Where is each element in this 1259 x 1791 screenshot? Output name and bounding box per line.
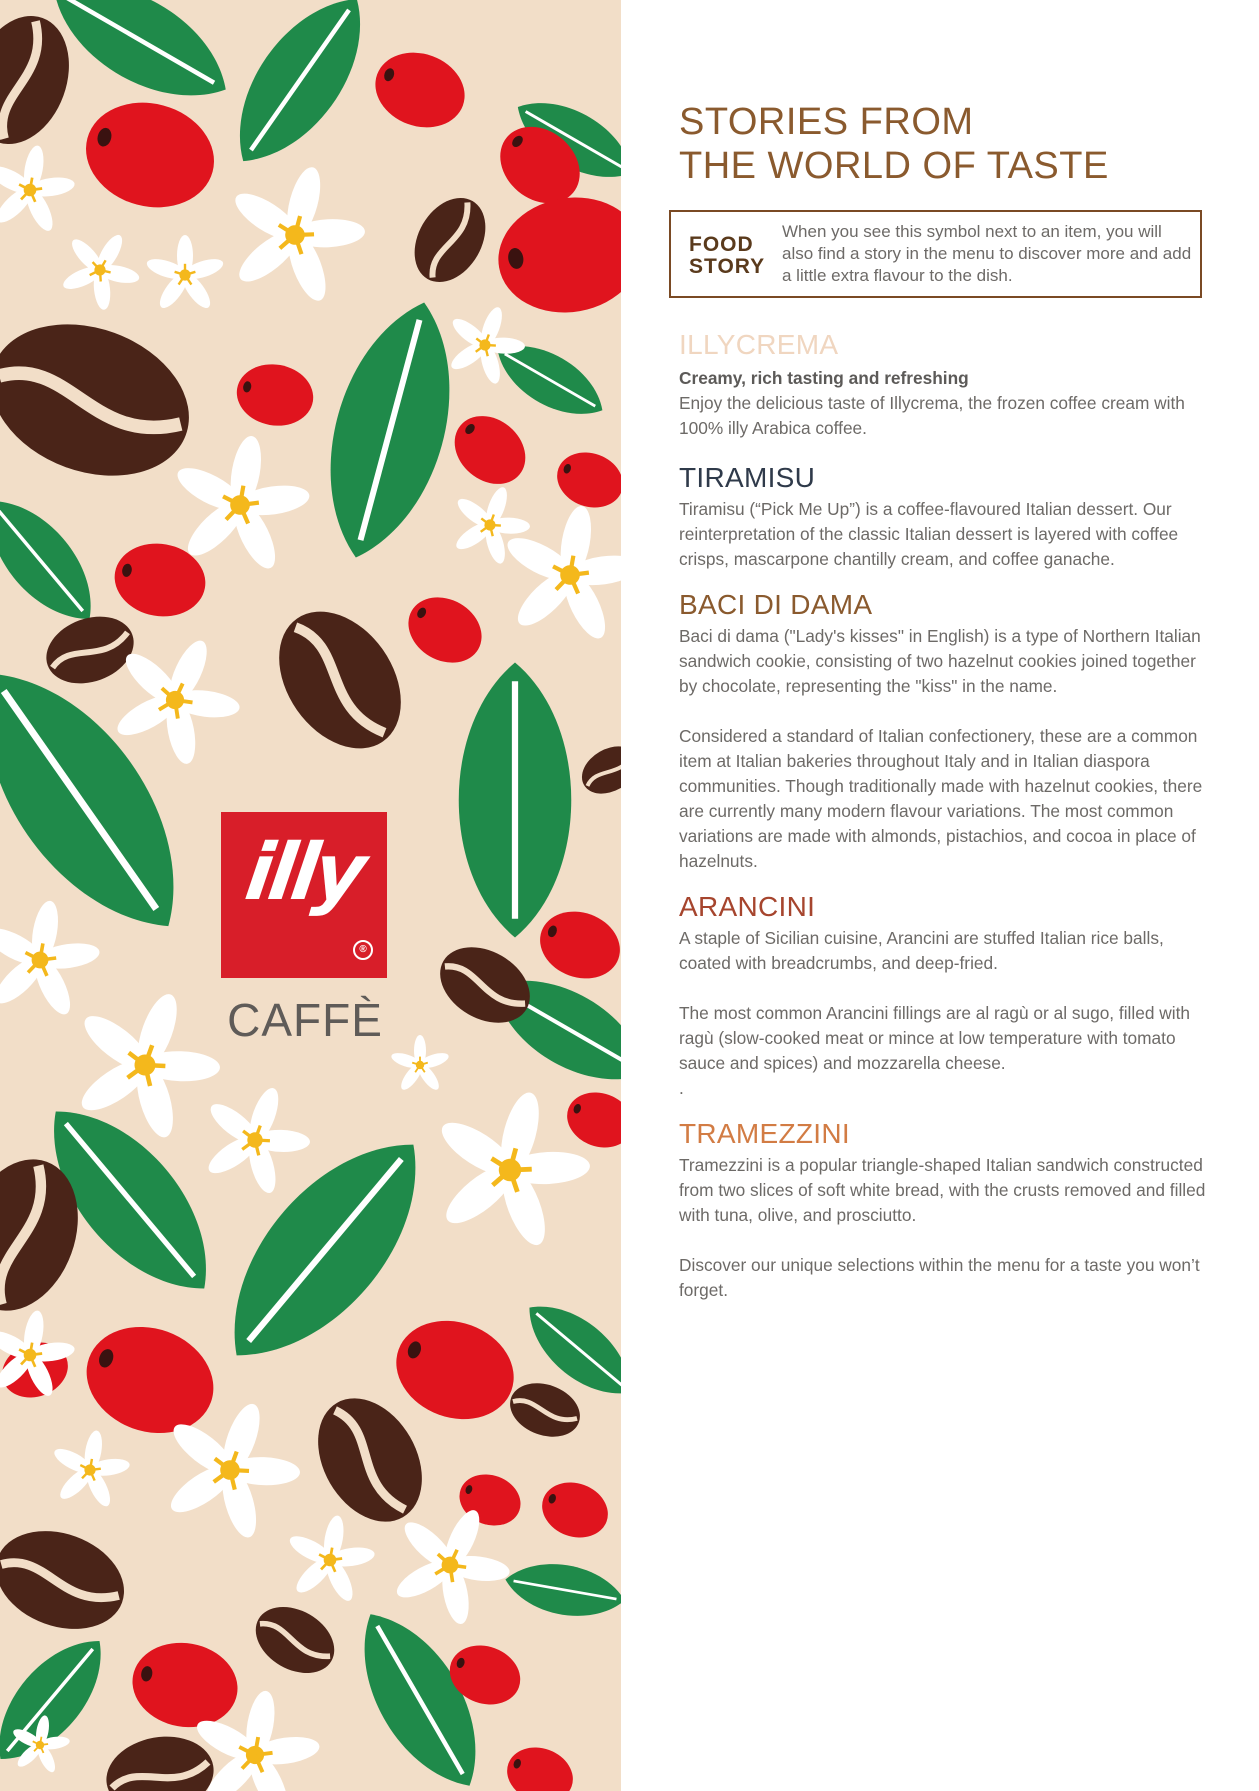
section-lead: Creamy, rich tasting and refreshing xyxy=(679,368,969,388)
section-paragraph: A staple of Sicilian cuisine, Arancini are stuffed Italian rice balls, coated with breadcrumbs, and deep-fried. xyxy=(679,928,1164,973)
logo-wordmark: illy xyxy=(240,828,368,918)
section-paragraph: Tiramisu (“Pick Me Up”) is a coffee-flavoured Italian dessert. Our reinterpretation of the classic Italian dessert is layered with coffee crisps, mascarpone chantilly cream, and coffee ganache. xyxy=(679,499,1179,569)
page-title xyxy=(679,100,1209,188)
section-tiramisu xyxy=(679,461,1209,572)
section-heading: TRAMEZZINI xyxy=(679,1118,850,1149)
section-paragraph: Enjoy the delicious taste of Illycrema, the frozen coffee cream with 100% illy Arabica coffee. xyxy=(679,393,1185,438)
page-title-line-1: STORIES FROM xyxy=(679,101,974,143)
section-paragraph: . xyxy=(679,1078,684,1098)
section-tramezzini xyxy=(679,1117,1209,1303)
section-heading: ARANCINI xyxy=(679,891,816,922)
section-paragraph: Tramezzini is a popular triangle-shaped Italian sandwich constructed from two slices of soft white bread, with the crusts removed and filled with tuna, olive, and prosciutto. xyxy=(679,1155,1206,1225)
stories-content xyxy=(679,100,1209,1303)
section-heading: BACI DI DAMA xyxy=(679,589,873,620)
section-paragraph: Baci di dama ("Lady's kisses" in English) is a type of Northern Italian sandwich cookie, consisting of two hazelnut cookies joined together by chocolate, representing the "kiss" in the name. xyxy=(679,626,1201,696)
food-story-badge-line-1: FOOD xyxy=(689,233,754,256)
section-paragraph: Discover our unique selections within the menu for a taste you won’t forget. xyxy=(679,1255,1200,1300)
section-arancini xyxy=(679,890,1209,1101)
page-title-line-2: THE WORLD OF TASTE xyxy=(679,145,1109,187)
coffee-pattern-panel xyxy=(0,0,621,1791)
food-story-description: When you see this symbol next to an item, you will also find a story in the menu to discover more and add a little extra flavour to the dish. xyxy=(782,222,1192,285)
section-paragraph: The most common Arancini fillings are al ragù or al sugo, filled with ragù (slow-cooked meat or mince at low temperature with tomato sauce and spices) and mozzarella cheese. xyxy=(679,1003,1190,1073)
brand-subtitle: CAFFÈ xyxy=(227,994,383,1046)
illy-logo xyxy=(221,812,387,978)
food-story-badge-line-2: STORY xyxy=(689,255,766,278)
food-story-badge xyxy=(689,234,765,278)
section-paragraph: Considered a standard of Italian confectionery, these are a common item at Italian bakeries throughout Italy and in Italian diaspora communities. Though traditionally made with hazelnut cookies, there are currently many modern flavour variations. The most common variations are made with almonds, pistachios, and cocoa in place of hazelnuts. xyxy=(679,726,1203,871)
registered-mark-icon: ® xyxy=(353,940,373,960)
section-illycrema xyxy=(679,328,1209,441)
food-story-legend xyxy=(669,210,1202,298)
section-heading: TIRAMISU xyxy=(679,462,816,493)
section-baci-di-dama xyxy=(679,588,1209,874)
section-heading: ILLYCREMA xyxy=(679,329,839,360)
